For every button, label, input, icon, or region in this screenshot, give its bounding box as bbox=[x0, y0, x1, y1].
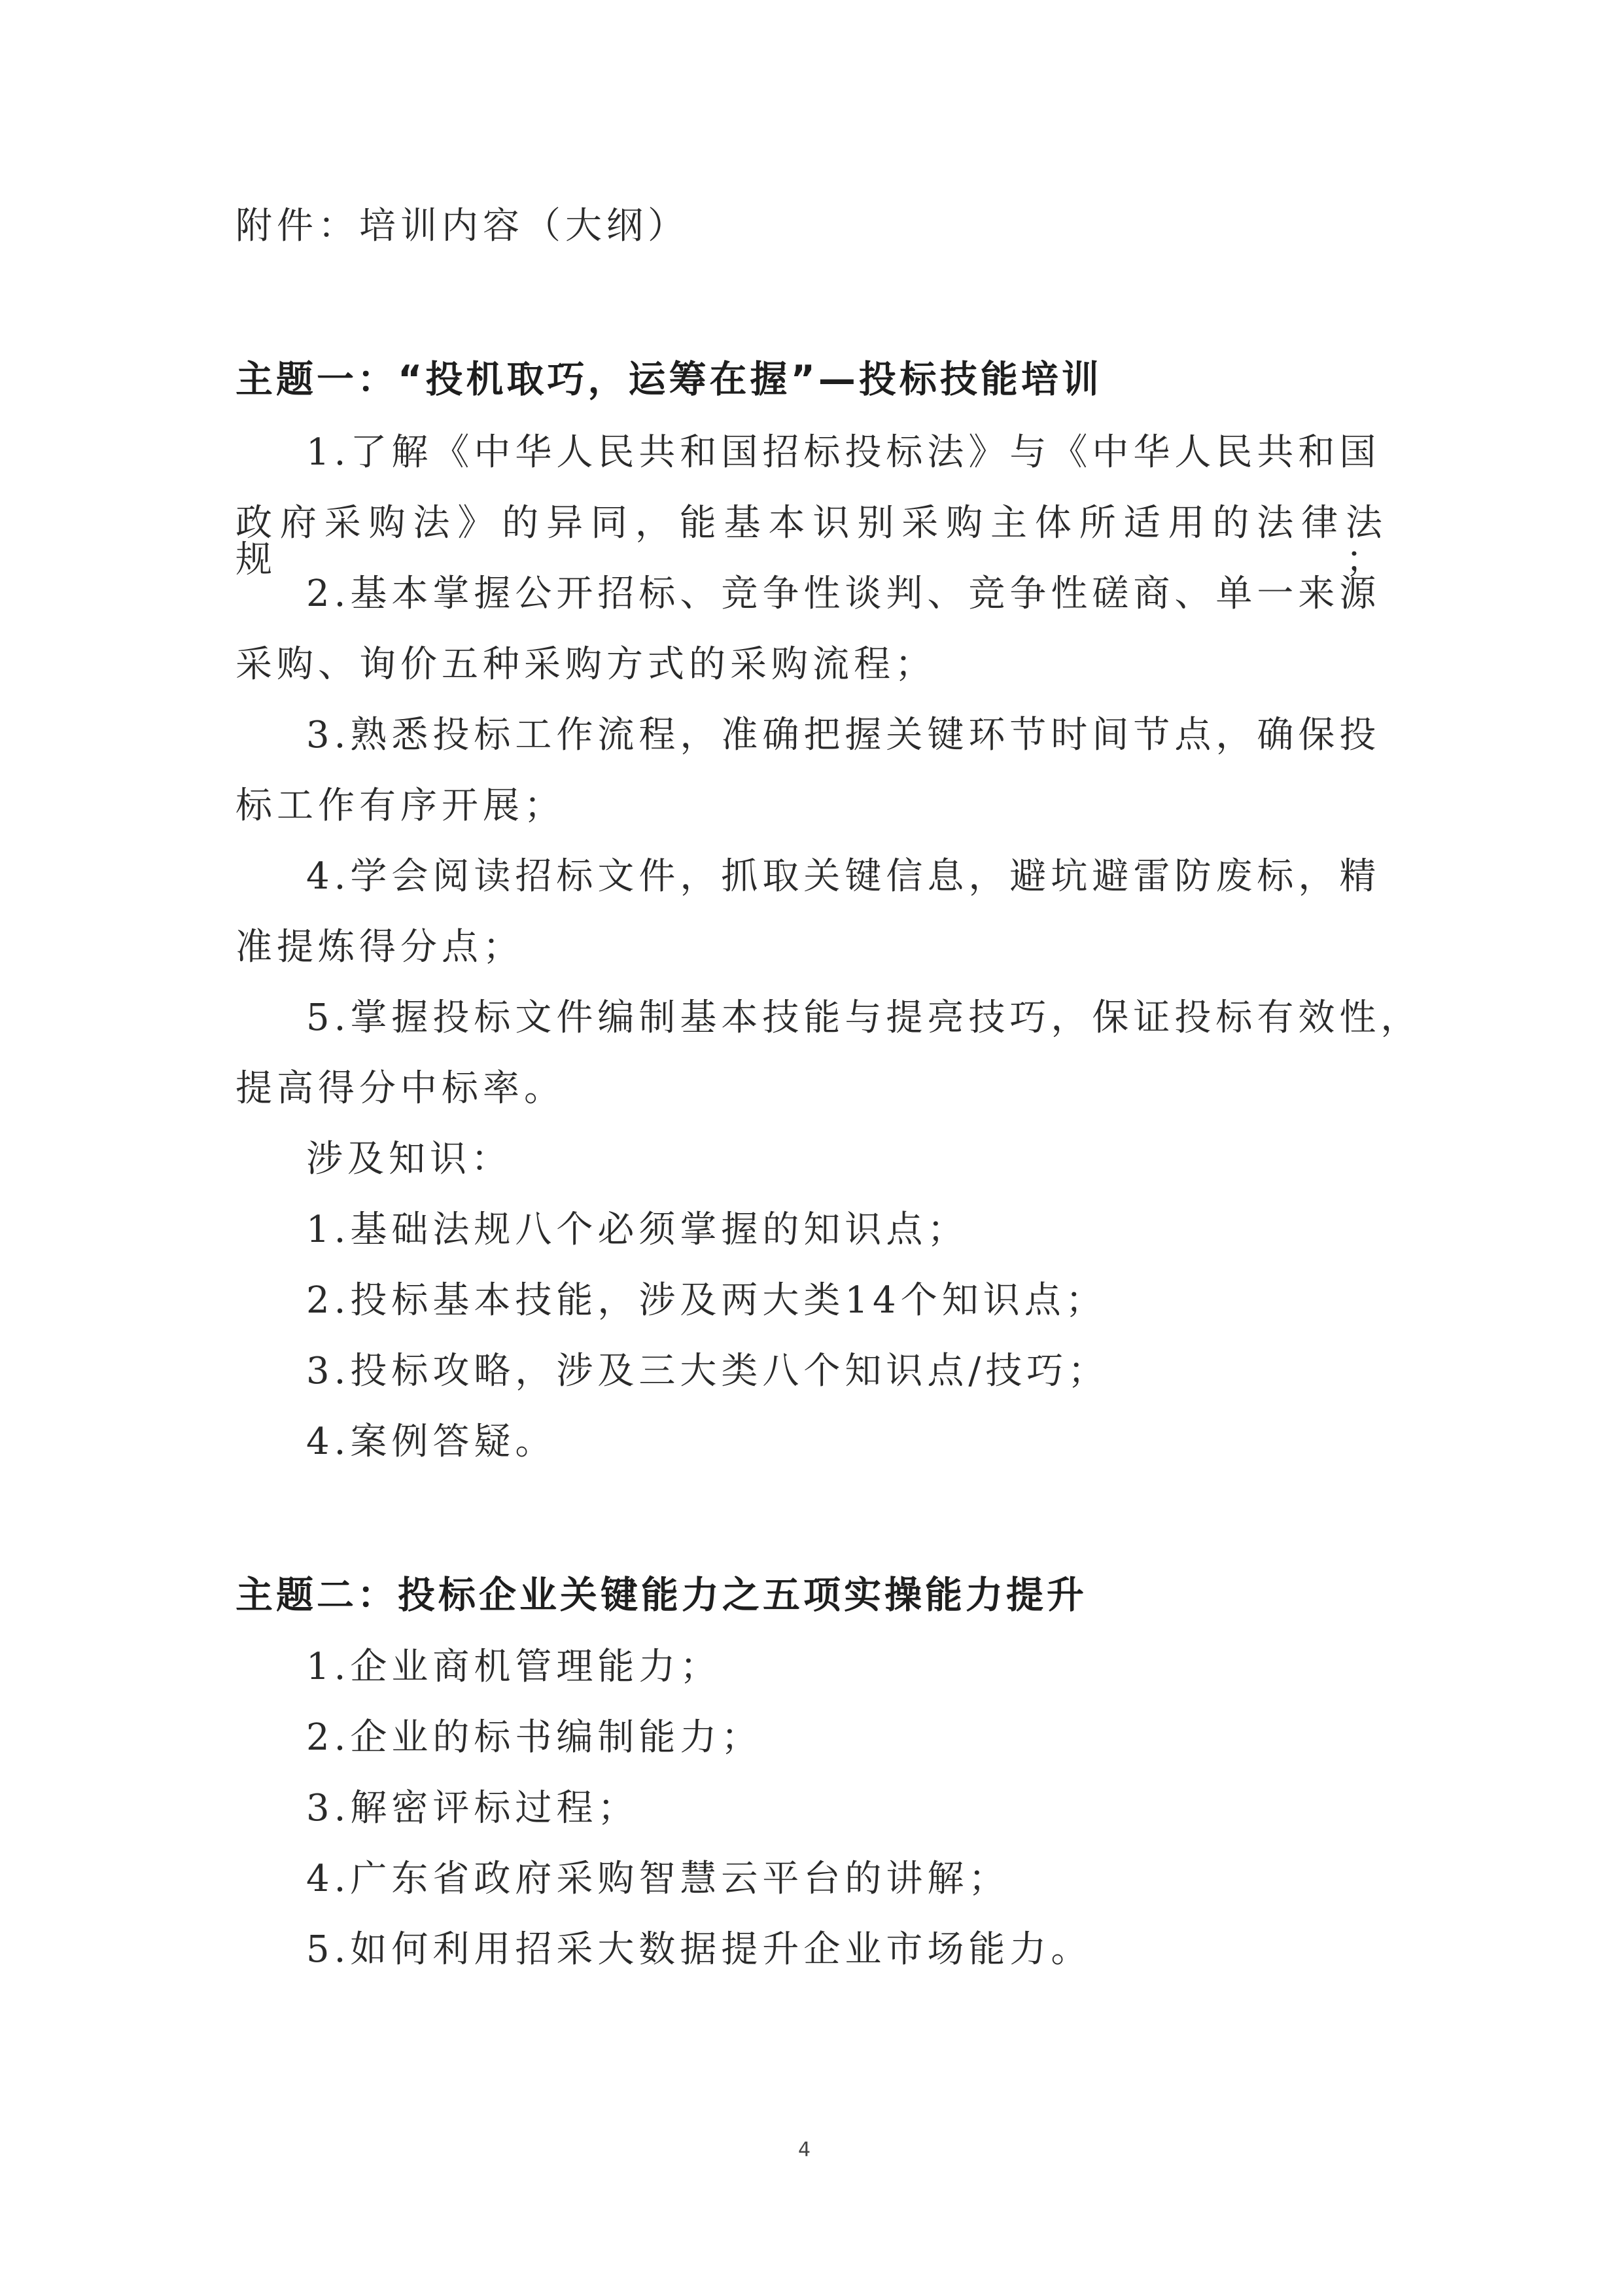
knowledge-item-1: 1.基础法规八个必须掌握的知识点； bbox=[306, 1209, 969, 1251]
topic1-line-5: 3.熟悉投标工作流程，准确把握关键环节时间节点，确保投 bbox=[306, 714, 1381, 756]
topic2-item-2: 2.企业的标书编制能力； bbox=[306, 1716, 763, 1759]
page-number: 4 bbox=[798, 2138, 811, 2161]
knowledge-label: 涉及知识： bbox=[306, 1138, 512, 1180]
attachment-title: 附件：培训内容（大纲） bbox=[236, 205, 689, 247]
topic1-line-4: 采购、询价五种采购方式的采购流程； bbox=[236, 643, 936, 686]
topic1-line-1: 1.了解《中华人民共和国招标投标法》与《中华人民共和国 bbox=[306, 431, 1381, 474]
topic1-line-9: 5.掌握投标文件编制基本技能与提亮技巧，保证投标有效性， bbox=[306, 997, 1422, 1039]
knowledge-item-4: 4.案例答疑。 bbox=[306, 1421, 557, 1463]
topic1-heading: 主题一：“投机取巧，运筹在握”—投标技能培训 bbox=[236, 358, 1102, 401]
topic2-item-4: 4.广东省政府采购智慧云平台的讲解； bbox=[306, 1858, 1010, 1900]
topic1-line-8: 准提炼得分点； bbox=[236, 926, 524, 968]
topic2-heading: 主题二：投标企业关键能力之五项实操能力提升 bbox=[236, 1574, 1087, 1617]
topic1-line-6: 标工作有序开展； bbox=[236, 785, 565, 827]
topic1-line-3: 2.基本掌握公开招标、竞争性谈判、竞争性磋商、单一来源 bbox=[306, 573, 1381, 615]
knowledge-item-3: 3.投标攻略，涉及三大类八个知识点/技巧； bbox=[306, 1350, 1109, 1392]
topic2-item-3: 3.解密评标过程； bbox=[306, 1787, 639, 1829]
knowledge-item-2: 2.投标基本技能，涉及两大类14个知识点； bbox=[306, 1279, 1107, 1322]
topic1-line-2: 政府采购法》的异同，能基本识别采购主体所适用的法律法规； bbox=[236, 502, 1387, 581]
topic2-item-5: 5.如何利用招采大数据提升企业市场能力。 bbox=[306, 1928, 1092, 1971]
topic1-line-7: 4.学会阅读招标文件，抓取关键信息，避坑避雷防废标，精 bbox=[306, 855, 1381, 898]
topic2-item-1: 1.企业商机管理能力； bbox=[306, 1646, 722, 1688]
topic1-line-10: 提高得分中标率。 bbox=[236, 1067, 565, 1110]
